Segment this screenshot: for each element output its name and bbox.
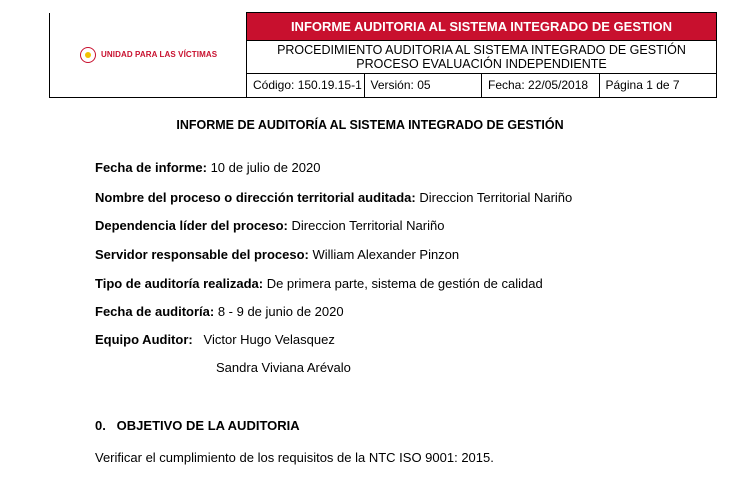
version-cell: Versión: 05 — [364, 73, 482, 97]
procedure-name: PROCEDIMIENTO AUDITORIA AL SISTEMA INTEGRADO DE GESTIÓN — [277, 43, 686, 58]
field-audit-team: Equipo Auditor: Victor Hugo Velasquez — [95, 332, 335, 347]
code-cell: Código: 150.19.15-1 — [247, 73, 365, 97]
field-report-date: Fecha de informe: 10 de julio de 2020 — [95, 160, 321, 175]
field-responsible-server: Servidor responsable del proceso: William Alexander Pinzon — [95, 247, 460, 262]
field-audit-date: Fecha de auditoría: 8 - 9 de junio de 2020 — [95, 304, 344, 319]
auditor-2: Sandra Viviana Arévalo — [216, 360, 351, 375]
logo-cell — [50, 13, 247, 98]
field-lead-dependency: Dependencia líder del proceso: Direccion Territorial Nariño — [95, 218, 445, 233]
process-name: PROCESO EVALUACIÓN INDEPENDIENTE — [356, 57, 607, 72]
section-text: Verificar el cumplimiento de los requisitos de la NTC ISO 9001: 2015. — [95, 450, 494, 465]
field-process-name: Nombre del proceso o dirección territorial auditada: Direccion Territorial Nariño — [95, 190, 573, 205]
document-title: INFORME DE AUDITORÍA AL SISTEMA INTEGRADO DE GESTIÓN — [176, 118, 564, 132]
date-cell: Fecha: 22/05/2018 — [482, 73, 600, 97]
coat-of-arms-icon — [80, 47, 96, 63]
report-title: INFORME AUDITORIA AL SISTEMA INTEGRADO DE GESTION — [247, 13, 717, 41]
page-cell: Página 1 de 7 — [599, 73, 717, 97]
field-audit-type: Tipo de auditoría realizada: De primera parte, sistema de gestión de calidad — [95, 276, 543, 291]
section-heading: 0. OBJETIVO DE LA AUDITORIA — [95, 418, 300, 433]
document-header — [49, 12, 717, 98]
entity-name: UNIDAD PARA LAS VÍCTIMAS — [101, 50, 218, 60]
procedure-cell — [247, 41, 717, 74]
